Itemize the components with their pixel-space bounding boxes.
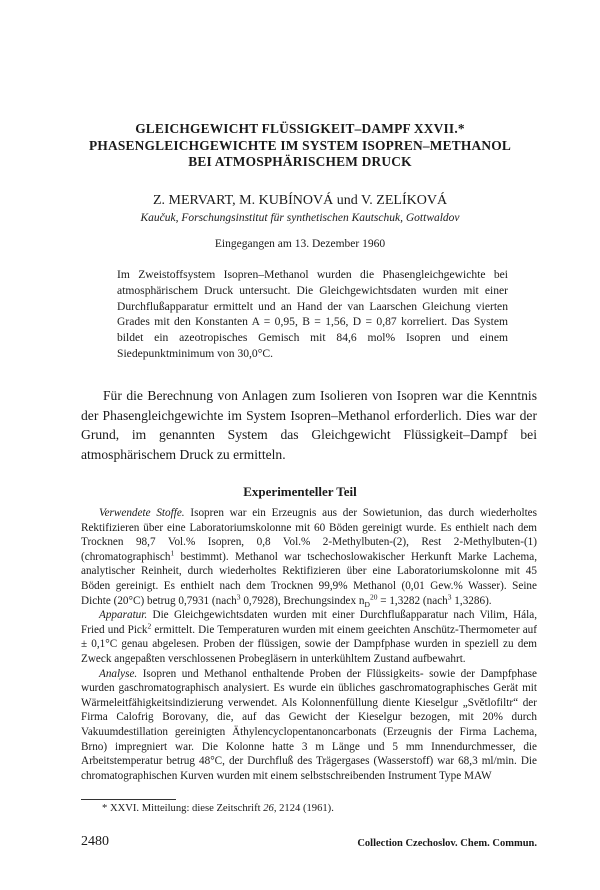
affiliation: Kaučuk, Forschungsinstitut für synthetischen Kautschuk, Gottwaldov <box>140 212 460 224</box>
experimental-section <box>81 506 537 783</box>
footnote: * XXVI. Mitteilung: diese Zeitschrift 26, 2124 (1961). <box>102 803 334 814</box>
paragraph-lead: Verwendete Stoffe. <box>99 507 185 519</box>
paragraph-materials: Verwendete Stoffe. Isopren war ein Erzeugnis aus der Sowietunion, das durch wiederholtes Rektifizieren über eine Laboratoriumskolonne mit 60 Böden gereinigt wurde. Es enthielt nach dem Trocknen 98,7 Vol.% Isopren, 0,8 Vol.% 2-Methylbuten-(2), Rest 2-Methylbuten-(1) (chromatographisch$^1$ bestimmt). Methanol war tschechoslowakischer Herkunft Marke Lachema, analytischer Reinheit, durch wiederholtes Rektifizieren über eine Laboratoriumskolonne mit 45 Böden gereinigt. Es enthielt nach dem Trocknen 99,9% Methanol (0,01 Gew.% Wasser). Seine Dichte (20°C) betrug 0,7931 (nach$^3$ 0,7928), Brechungsindex $n_D^{20} = 1,3282$ (nach$^3$ 1,3286). <box>81 507 538 609</box>
paragraph-analysis: Analyse. Isopren und Methanol enthaltende Proben der Flüssigkeits- sowie der Dampfphase wurden gaschromatographisch analysiert. Es wurde ein übliches gaschromatographisches Gerät mit Wärmeleitfähigkeitsindizierung verwendet. Als Kolonnenfüllung diente Kieselgur „Světlofiltr“ der Firma Calofrig Borovany, die, auf das Gewicht der Kieselgur bezogen, mit 20% durch Vakuumdestillation gereinigten Äthylencyclopentanoncarbonats (Erzeugnis der Firma Lachema, Brno) impregniert war. Die Kolonne hatte 3 m Länge und 5 mm Innendurchmesser, die Arbeitstemperatur betrug 48°C, der Durchfluß des Trägergases (Wasserstoff) war 68,3 ml/min. Die chromatographischen Kurven wurden mit einem selbstschreibenden Instrument Type MAW <box>81 667 537 782</box>
paragraph-apparatus: Apparatur. Die Gleichgewichtsdaten wurden mit einer Durchflußapparatur nach Vilim, Hála, Fried und Pick$^2$ ermittelt. Die Temperaturen wurden mit einem geeichten Anschütz-Thermometer auf ± 0,1°C genau abgelesen. Proben der flüssigen, sowie der Dampfphase wurden in speziell zu dem Zweck angepaßten verschlossenen Probegläsern in unterkühltem Zustand aufbewahrt. <box>81 609 537 665</box>
journal-name: Collection Czechoslov. Chem. Commun. <box>357 838 537 849</box>
introduction-paragraph: Für die Berechnung von Anlagen zum Isolieren von Isopren war die Kenntnis der Phasengleichgewichte im System Isopren–Methanol erforderlich. Dies war der Grund, im genannten System das Gleichgewicht Flüssigkeit–Dampf bei atmosphärischem Druck zu ermitteln. <box>81 388 537 462</box>
received-date: Eingegangen am 13. Dezember 1960 <box>214 238 386 250</box>
paragraph-lead: Apparatur. <box>99 609 148 622</box>
paragraph-lead: Analyse. <box>99 667 138 680</box>
abstract: Im Zweistoffsystem Isopren–Methanol wurden die Phasengleichgewichte bei atmosphärischem Druck untersucht. Die Gleichgewichtsdaten wurden mit einer Durchflußapparatur ermittelt und an Hand der van Laarschen Gleichung vierten Grades mit den Konstanten A = 0,95, B = 1,56, D = 0,87 korreliert. Das System bildet ein azeotropisches Gemisch mit 84,6 mol% Isopren und einem Siedepunktminimum von 30,0°C. <box>117 268 508 360</box>
footnote-rule <box>81 799 176 800</box>
page-number: 2480 <box>81 834 109 849</box>
reference-mark: 3 <box>236 591 241 601</box>
title-line-2: PHASENGLEICHGEWICHTE IM SYSTEM ISOPREN–METHANOL <box>89 138 511 153</box>
title-line-3: BEI ATMOSPHÄRISCHEM DRUCK <box>188 154 412 169</box>
title-line-1: GLEICHGEWICHT FLÜSSIGKEIT–DAMPF XXVII.* <box>135 121 465 136</box>
reference-mark: 1 <box>170 548 175 558</box>
reference-mark: 3 <box>447 591 452 601</box>
authors: Z. MERVART, M. KUBÍNOVÁ und V. ZELÍKOVÁ <box>152 193 448 208</box>
reference-mark: 2 <box>147 621 152 631</box>
section-heading: Experimenteller Teil <box>243 484 357 499</box>
